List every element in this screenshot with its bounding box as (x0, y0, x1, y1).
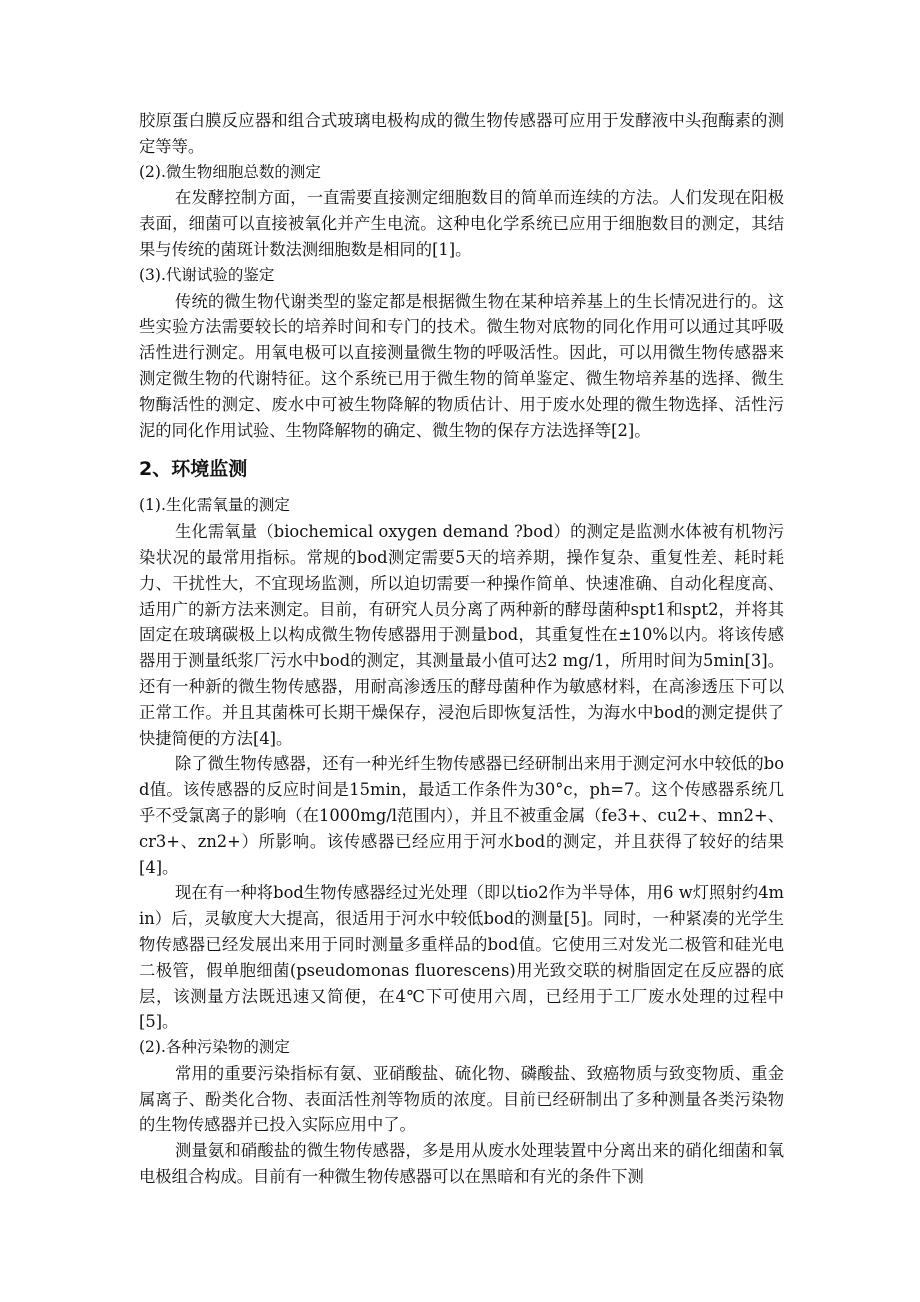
paragraph-metabolism: 传统的微生物代谢类型的鉴定都是根据微生物在某种培养基上的生长情况进行的。这些实验方法需要较长的培养时间和专门的技术。微生物对底物的同化作用可以通过其呼吸活性进行测定。用氧电极可以直接测量微生物的呼吸活性。因此，可以用微生物传感器来测定微生物的代谢特征。这个系统已用于微生物的简单鉴定、微生物培养基的选择、微生物酶活性的测定、废水中可被生物降解的物质估计、用于废水处理的微生物选择、活性污泥的同化作用试验、生物降解物的确定、微生物的保存方法选择等[2]。 (139, 291, 784, 440)
paragraph-cell-count: 在发酵控制方面，一直需要直接测定细胞数目的简单而连续的方法。人们发现在阳极表面，细菌可以直接被氧化并产生电流。这种电化学系统已应用于细胞数目的测定，其结果与传统的菌斑计数法测细胞数是相同的[1]。 (139, 188, 784, 259)
paragraph-pollutants-1: 常用的重要污染指标有氨、亚硝酸盐、硫化物、磷酸盐、致癌物质与致变物质、重金属离子、酚类化合物、表面活性剂等物质的浓度。目前已经研制出了多种测量各类污染物的生物传感器并已投入实际应用中了。 (139, 1063, 784, 1135)
subheading-pollutants: (2).各种污染物的测定 (139, 1038, 290, 1057)
subheading-bod: (1).生化需氧量的测定 (139, 496, 290, 515)
section-heading-environment: 2、环境监测 (139, 458, 248, 481)
paragraph-bod-2: 除了微生物传感器，还有一种光纤生物传感器已经研制出来用于测定河水中较低的bod值。该传感器的反应时间是15min，最适工作条件为30°c，ph=7。这个传感器系统几乎不受氯离子的影响（在1000mg/l范围内），并且不被重金属（fe3+、cu2+、mn2+、cr3+、zn2+）所影响。该传感器已经应用于河水bod的测定，并且获得了较好的结果[4]。 (139, 754, 784, 877)
paragraph-pollutants-2: 测量氨和硝酸盐的微生物传感器，多是用从废水处理装置中分离出来的硝化细菌和氧电极组合构成。目前有一种微生物传感器可以在黑暗和有光的条件下测 (139, 1141, 784, 1187)
paragraph-top: 胶原蛋白膜反应器和组合式玻璃电极构成的微生物传感器可应用于发酵液中头孢酶素的测定等等。 (139, 111, 784, 156)
subheading-cell-count: (2).微生物细胞总数的测定 (139, 162, 321, 181)
document-body (139, 108, 784, 1190)
paragraph-bod-1: 生化需氧量（biochemical oxygen demand ?bod）的测定是监测水体被有机物污染状况的最常用指标。常规的bod测定需要5天的培养期，操作复杂、重复性差、耗时耗力、干扰性大，不宜现场监测，所以迫切需要一种操作简单、快速准确、自动化程度高、适用广的新方法来测定。目前，有研究人员分离了两种新的酵母菌种spt1和spt2，并将其固定在玻璃碳极上以构成微生物传感器用于测量bod，其重复性在±10%以内。将该传感器用于测量纸浆厂污水中bod的测定，其测量最小值可达2 mg/1，所用时间为5min[3]。还有一种新的微生物传感器，用耐高渗透压的酵母菌种作为敏感材料，在高渗透压下可以正常工作。并且其菌株可长期干燥保存，浸泡后即恢复活性，为海水中bod的测定提供了快捷简便的方法[4]。 (139, 522, 784, 748)
paragraph-bod-3: 现在有一种将bod生物传感器经过光处理（即以tio2作为半导体，用6 w灯照射约4min）后，灵敏度大大提高，很适用于河水中较低bod的测量[5]。同时，一种紧凑的光学生物传感器已经发展出来用于同时测量多重样品的bod值。它使用三对发光二极管和硅光电二极管，假单胞细菌(pseudomonas fluorescens)用光致交联的树脂固定在反应器的底层，该测量方法既迅速又简便，在4℃下可使用六周，已经用于工厂废水处理的过程中[5]。 (139, 883, 784, 1032)
subheading-metabolism: (3).代谢试验的鉴定 (139, 265, 275, 284)
